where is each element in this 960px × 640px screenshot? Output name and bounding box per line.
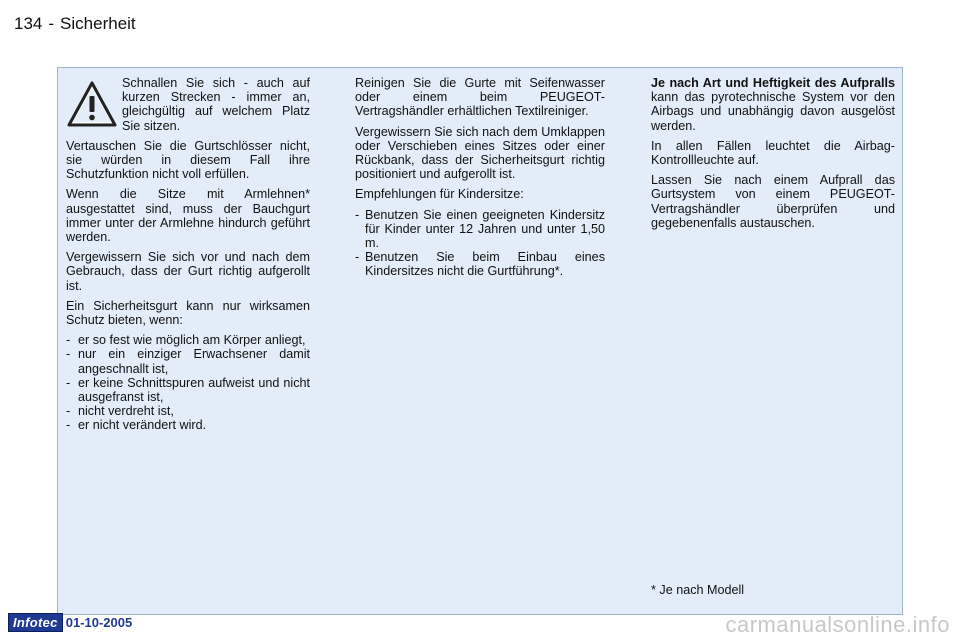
- list-item: - nicht verdreht ist,: [66, 404, 310, 418]
- paragraph: Vergewissern Sie sich nach dem Umklappen oder Verschieben eines Sitzes oder einer Rückbank, dass der Sicherheitsgurt richtig positioniert und aufgerollt ist.: [355, 124, 605, 182]
- paragraph: Reinigen Sie die Gurte mit Seifenwasser oder einem beim PEUGEOT-Vertragshändler erhältlichen Textilreiniger.: [355, 76, 605, 119]
- paragraph: Wenn die Sitze mit Armlehnen* ausgestattet sind, muss der Bauchgurt immer unter der Armlehne hindurch geführt werden.: [66, 187, 310, 245]
- footnote: * Je nach Modell: [651, 583, 745, 597]
- list-item: - er nicht verändert wird.: [66, 418, 310, 432]
- infotec-logo: Infotec: [8, 613, 63, 632]
- list-item: - Benutzen Sie einen geeigneten Kindersitz für Kinder unter 12 Jahren und unter 1,50 m.: [355, 208, 605, 251]
- paragraph: [651, 76, 895, 133]
- list-item: - er so fest wie möglich am Körper anliegt,: [66, 333, 310, 347]
- warning-block: [66, 76, 310, 133]
- warning-text: Schnallen Sie sich - auch auf kurzen Strecken - immer an, gleichgültig auf welchem Platz Sie sitzen.: [122, 76, 310, 133]
- bold-lead: Je nach Art und Heftigkeit des Aufpralls: [651, 76, 895, 90]
- child-seat-list: [355, 208, 605, 279]
- content-panel: [57, 67, 903, 615]
- paragraph-rest: kann das pyrotechnische System vor den Airbags und unabhängig davon ausgelöst werden.: [651, 90, 895, 133]
- page-number: 134: [14, 14, 43, 33]
- paragraph: Ein Sicherheitsgurt kann nur wirksamen Schutz bieten, wenn:: [66, 298, 310, 328]
- paragraph: Vergewissern Sie sich vor und nach dem Gebrauch, dass der Gurt richtig aufgerollt ist.: [66, 250, 310, 293]
- list-item: - Benutzen Sie beim Einbau eines Kindersitzes nicht die Gurtführung*.: [355, 250, 605, 278]
- footer: [8, 613, 132, 632]
- header-separator: -: [48, 14, 55, 33]
- paragraph: Lassen Sie nach einem Aufprall das Gurtsystem von einem PEUGEOT-Vertragshändler überprüfen und gegebenenfalls austauschen.: [651, 173, 895, 230]
- footer-date: 01-10-2005: [65, 615, 133, 630]
- column-1: [66, 76, 310, 439]
- paragraph: Vertauschen Sie die Gurtschlösser nicht, sie würden in diesem Fall ihre Schutzfunktion nicht voll erfüllen.: [66, 138, 310, 182]
- page-header: [14, 14, 142, 34]
- warning-triangle-icon: [66, 78, 118, 130]
- column-2: [355, 76, 605, 285]
- condition-list: [66, 333, 310, 432]
- list-item: - er keine Schnittspuren aufweist und nicht ausgefranst ist,: [66, 376, 310, 404]
- page-title: Sicherheit: [60, 14, 136, 33]
- watermark: carmanualsonline.info: [725, 612, 950, 637]
- paragraph: Empfehlungen für Kindersitze:: [355, 187, 524, 202]
- column-3: [651, 76, 895, 236]
- list-item: - nur ein einziger Erwachsener damit angeschnallt ist,: [66, 347, 310, 375]
- paragraph: In allen Fällen leuchtet die Airbag-Kontrollleuchte auf.: [651, 138, 895, 168]
